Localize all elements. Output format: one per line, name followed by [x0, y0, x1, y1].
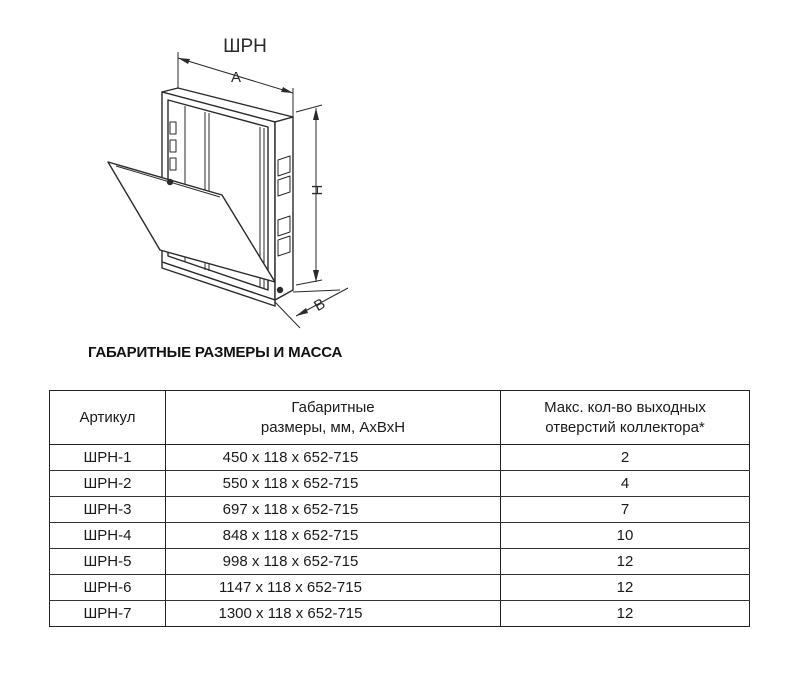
- cell-article: ШРН-6: [50, 575, 166, 601]
- table-row: [50, 523, 750, 549]
- table-row: [50, 549, 750, 575]
- dimension-b-label: B: [311, 295, 329, 315]
- cabinet-drawing: [90, 20, 390, 340]
- dimension-h-label: H: [308, 184, 325, 196]
- drawing-title: ШРН: [223, 36, 267, 57]
- cell-outlets: 12: [501, 575, 750, 601]
- spec-table: [49, 390, 750, 627]
- cell-dimensions: 450 x 118 x 652-715: [166, 445, 501, 471]
- cell-dimensions: 998 x 118 x 652-715: [166, 549, 501, 575]
- table-row: [50, 471, 750, 497]
- cell-article: ШРН-1: [50, 445, 166, 471]
- section-heading: ГАБАРИТНЫЕ РАЗМЕРЫ И МАССА: [88, 344, 343, 361]
- cell-outlets: 7: [501, 497, 750, 523]
- cell-dimensions: 697 x 118 x 652-715: [166, 497, 501, 523]
- cell-article: ШРН-2: [50, 471, 166, 497]
- cell-article: ШРН-7: [50, 601, 166, 627]
- cell-outlets: 4: [501, 471, 750, 497]
- table-row: [50, 497, 750, 523]
- cell-dimensions: 550 x 118 x 652-715: [166, 471, 501, 497]
- cell-article: ШРН-3: [50, 497, 166, 523]
- header-outlets-line1: Макс. кол-во выходных: [544, 398, 706, 416]
- header-dimensions-line1: Габаритные: [291, 398, 375, 416]
- header-outlets-line2: отверстий коллектора*: [545, 418, 705, 436]
- header-dimensions: [166, 391, 501, 445]
- cell-outlets: 10: [501, 523, 750, 549]
- cell-article: ШРН-4: [50, 523, 166, 549]
- cell-dimensions: 1147 x 118 x 652-715: [166, 575, 501, 601]
- cell-outlets: 12: [501, 601, 750, 627]
- cell-dimensions: 848 x 118 x 652-715: [166, 523, 501, 549]
- header-outlets: [501, 391, 750, 445]
- table-row: [50, 575, 750, 601]
- cell-outlets: 12: [501, 549, 750, 575]
- header-article: Артикул: [50, 391, 166, 445]
- header-dimensions-line2: размеры, мм, АхВхН: [260, 418, 406, 436]
- cell-outlets: 2: [501, 445, 750, 471]
- cell-article: ШРН-5: [50, 549, 166, 575]
- table-row: [50, 445, 750, 471]
- cell-dimensions: 1300 x 118 x 652-715: [166, 601, 501, 627]
- table-header-row: [50, 391, 750, 445]
- table-row: [50, 601, 750, 627]
- dimension-a-label: A: [230, 69, 242, 86]
